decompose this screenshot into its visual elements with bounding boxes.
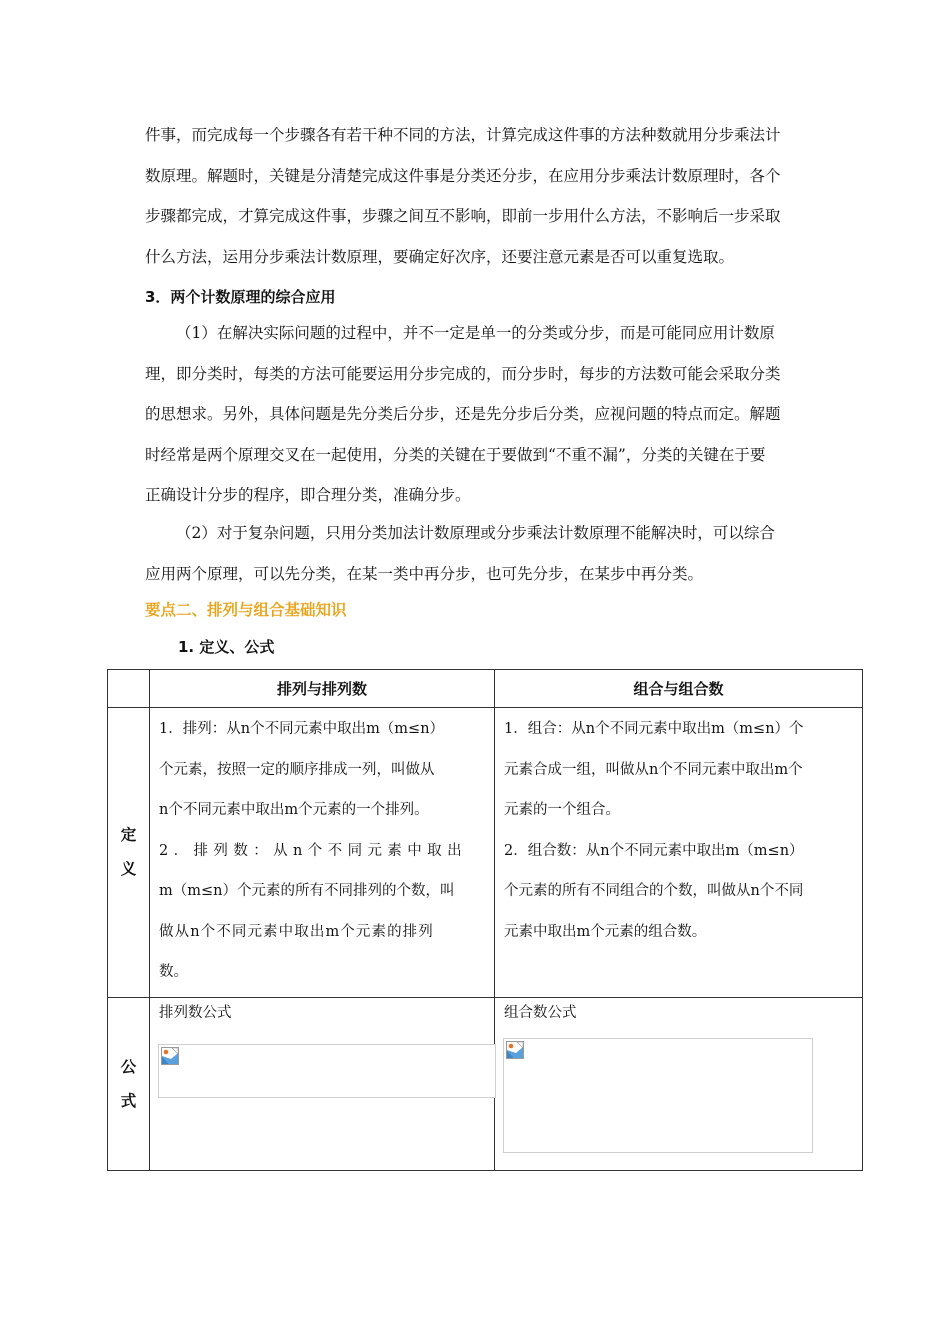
paragraph-step-principle [145,115,835,277]
combination-definition-cell [495,708,863,998]
table-header-combination: 组合与组合数 [495,670,863,708]
text-line: 做从n个不同元素中取出m个元素的排列 [159,923,434,940]
text-line: 个元素的所有不同组合的个数，叫做从n个不同 [504,883,804,899]
row-label-char: 定 [120,826,137,845]
text-line: （2）对于复杂问题，只用分类加法计数原理或分步乘法计数原理不能解决时，可以综合 [176,524,775,542]
row-label-char: 式 [120,1091,137,1110]
broken-image-icon [506,1041,524,1059]
row-label-char: 义 [120,860,137,879]
combination-formula-label: 组合数公式 [504,1004,577,1021]
text-line: 步骤都完成，才算完成这件事，步骤之间互不影响，即前一步用什么方法，不影响后一步采取 [145,207,781,225]
row-label-definition [108,708,150,998]
text-line: 1．组合：从n个不同元素中取出m（m≤n）个 [504,721,804,737]
text-line: 个元素，按照一定的顺序排成一列，叫做从 [159,761,435,778]
text-line: 元素合成一组，叫做从n个不同元素中取出m个 [504,761,803,778]
broken-image-icon [161,1047,179,1065]
permutation-formula-cell [150,997,495,1170]
text-line: 应用两个原理，可以先分类，在某一类中再分步，也可先分步，在某步中再分类。 [145,564,704,583]
text-line: m（m≤n）个元素的所有不同排列的个数，叫 [159,883,455,899]
table-row-definition [108,708,863,998]
text-line: 什么方法，运用分步乘法计数原理，要确定好次序，还要注意元素是否可以重复选取。 [145,247,735,266]
text-line: 数原理。解题时，关键是分清楚完成这件事是分类还分步，在应用分步乘法计数原理时，各个 [145,166,781,185]
combination-formula-cell [495,997,863,1170]
key-point-heading: 要点二、排列与组合基础知识 [145,601,347,619]
row-label-char: 公 [120,1057,137,1076]
text-line: 件事，而完成每一个步骤各有若干种不同的方法，计算完成这件事的方法种数就用分步乘法计 [145,126,781,144]
permutation-formula-label: 排列数公式 [159,1004,232,1021]
text-line: n个不同元素中取出m个元素的一个排列。 [159,802,429,818]
text-line: 1．排列：从n个不同元素中取出m（m≤n） [159,721,445,737]
combination-formula-image [503,1038,813,1153]
table-header-permutation: 排列与排列数 [150,670,495,708]
text-line: 时经常是两个原理交叉在一起使用，分类的关键在于要做到“不重不漏”，分类的关键在于要 [145,445,766,464]
text-line: 2．排列数：从n个不同元素中取出 [159,842,467,859]
table-header-empty [108,670,150,708]
definition-formula-table [107,669,863,1171]
text-line: 的思想求。另外，具体问题是先分类后分步，还是先分步后分类，应视问题的特点而定。解题 [145,405,781,423]
text-line: （1）在解决实际问题的过程中，并不一定是单一的分类或分步，而是可能同应用计数原 [176,324,775,342]
paragraph-complex-problems [145,513,835,594]
text-line: 元素的一个组合。 [504,802,620,818]
permutation-formula-image [158,1044,496,1098]
text-line: 正确设计分步的程序，即合理分类，准确分步。 [145,486,471,504]
table-row-formula [108,997,863,1170]
text-line: 元素中取出m个元素的组合数。 [504,923,707,940]
row-label-formula [108,997,150,1170]
paragraph-combined-application [145,313,835,516]
text-line: 数。 [159,964,188,980]
permutation-definition-cell [150,708,495,998]
section-heading: 3．两个计数原理的综合应用 [145,288,336,306]
table-header-row [108,670,863,708]
text-line: 理，即分类时，每类的方法可能要运用分步完成的，而分步时，每步的方法数可能会采取分类 [145,364,781,383]
sub-heading: 1. 定义、公式 [178,638,275,656]
text-line: 2．组合数：从n个不同元素中取出m（m≤n） [504,842,804,859]
